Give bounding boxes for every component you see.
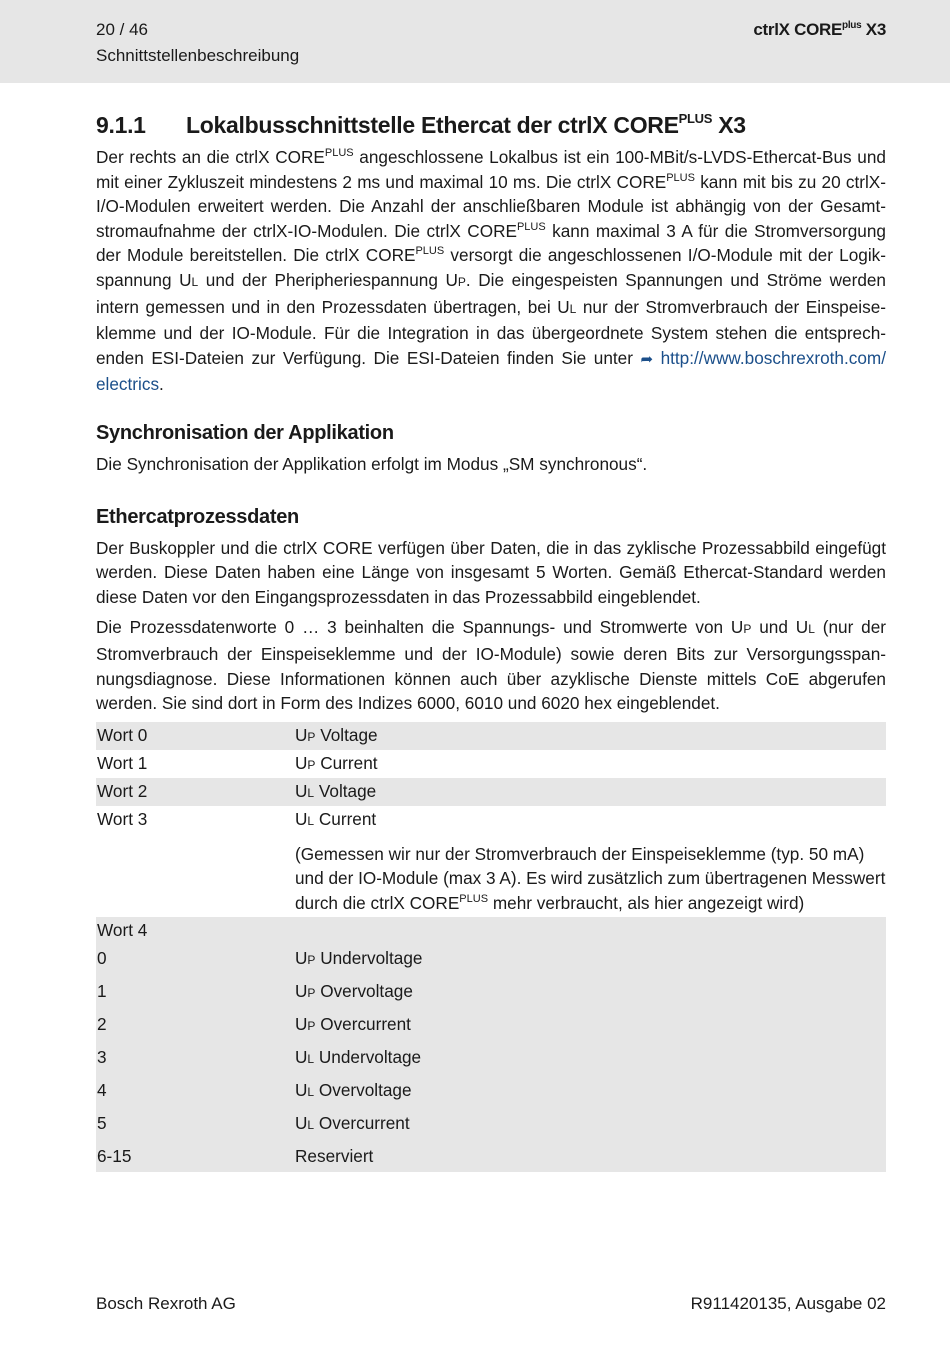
u-symbol: U bbox=[295, 752, 308, 773]
u-subscript: L bbox=[307, 785, 315, 800]
u-subscript: P bbox=[307, 757, 316, 772]
intro-text-1: Der rechts an die ctrlX CORE bbox=[96, 147, 325, 167]
table-row bbox=[96, 1141, 886, 1172]
section-title-sup: PLUS bbox=[678, 111, 713, 126]
value-cell bbox=[295, 943, 886, 976]
value-cell bbox=[295, 806, 886, 834]
bit-cell: 1 bbox=[96, 976, 295, 1009]
bit-cell: 2 bbox=[96, 1009, 295, 1042]
value-label: Undervoltage bbox=[315, 948, 423, 969]
product-name-sup: plus bbox=[842, 20, 862, 31]
u-symbol: U bbox=[295, 808, 308, 829]
table-row bbox=[96, 1042, 886, 1075]
empty-cell bbox=[295, 917, 886, 943]
ethercat-p2-text-b: und U bbox=[751, 617, 809, 638]
subscript-l: L bbox=[191, 274, 199, 289]
note-cell bbox=[295, 834, 886, 918]
section-title-suffix: X3 bbox=[712, 112, 746, 138]
plus-superscript: PLUS bbox=[666, 171, 695, 184]
intro-paragraph bbox=[96, 145, 886, 397]
subscript-l: L bbox=[808, 622, 815, 637]
plus-superscript: PLUS bbox=[516, 220, 546, 233]
u-symbol: U bbox=[295, 1080, 308, 1101]
bit-cell: 5 bbox=[96, 1108, 295, 1141]
table-row bbox=[96, 722, 886, 750]
external-link-arrow-icon: ➦ bbox=[640, 350, 654, 368]
u-symbol: U bbox=[295, 948, 308, 969]
intro-text-5: versorgt die angeschlossenen I/O-Module mit der Logikspannung U bbox=[96, 245, 886, 290]
footer-company: Bosch Rexroth AG bbox=[96, 1294, 236, 1313]
intro-text-8: nur der Stromverbrauch der Einspeiseklemme und der IO-Module. Für die Integration in das übergeordnete System stehen die entsprechenden ESI-Dateien zur Verfügung. Die ESI-Dateien finden Sie unter bbox=[96, 296, 886, 368]
bit-cell: 3 bbox=[96, 1042, 295, 1075]
u-subscript: L bbox=[307, 1118, 315, 1133]
u-subscript: L bbox=[307, 1052, 315, 1067]
table-row bbox=[96, 1075, 886, 1108]
table-row bbox=[96, 917, 886, 943]
u-subscript: P bbox=[307, 1019, 316, 1034]
u-subscript: P bbox=[307, 986, 316, 1001]
table-row bbox=[96, 976, 886, 1009]
value-label: Voltage bbox=[315, 724, 378, 745]
product-name-main: ctrlX CORE bbox=[753, 20, 843, 39]
value-cell: Reserviert bbox=[295, 1141, 886, 1172]
plus-superscript: PLUS bbox=[415, 245, 445, 258]
u-subscript: P bbox=[307, 729, 316, 744]
page-header bbox=[0, 0, 950, 83]
product-name-suffix: X3 bbox=[861, 20, 886, 39]
section-name: Schnittstellenbeschreibung bbox=[96, 46, 300, 65]
value-label: Overvoltage bbox=[314, 1080, 412, 1101]
intro-text-7: . Die eingespeisten Spannungen und Ströme werden intern gemessen und in den Prozessdaten übertragen, bei U bbox=[96, 269, 886, 317]
value-label: Overcurrent bbox=[314, 1113, 410, 1134]
esi-download-link[interactable]: http://www.boschrexroth.com/​electrics bbox=[96, 347, 887, 395]
empty-cell bbox=[96, 834, 295, 918]
u-symbol: U bbox=[295, 1047, 308, 1068]
u-subscript: P bbox=[307, 953, 316, 968]
word-cell: Wort 0 bbox=[96, 722, 295, 750]
sync-paragraph: Die Synchronisation der Applikation erfolgt im Modus „SM synchronous“. bbox=[96, 453, 648, 474]
word-cell: Wort 4 bbox=[96, 917, 295, 943]
value-cell bbox=[295, 1108, 886, 1141]
value-label: Overvoltage bbox=[315, 981, 413, 1002]
section-title-main: Lokalbusschnittstelle Ethercat der ctrlX CORE bbox=[186, 112, 679, 138]
intro-text-2: angeschlossene Lokalbus ist ein 100-MBit/s-LVDS-Ethercat-Bus und mit einer Zykluszeit mindestens 2 ms und maximal 10 ms. Die ctrlX CORE bbox=[96, 147, 886, 192]
table-row bbox=[96, 943, 886, 976]
u-symbol: U bbox=[295, 1014, 308, 1035]
intro-text-4: kann maximal 3 A für die Stromversorgung der Module bereitstellen. Die ctrlX CORE bbox=[96, 220, 886, 266]
u-symbol: U bbox=[295, 780, 308, 801]
table-row bbox=[96, 1009, 886, 1042]
u-symbol: U bbox=[295, 1113, 308, 1134]
page-number: 20 / 46 bbox=[96, 20, 148, 39]
product-name bbox=[753, 20, 886, 40]
table-row bbox=[96, 750, 886, 778]
footer-document-id: R911420135, Ausgabe 02 bbox=[690, 1294, 886, 1313]
value-label: Overcurrent bbox=[315, 1014, 411, 1035]
value-cell bbox=[295, 778, 886, 806]
u-subscript: L bbox=[307, 813, 315, 828]
value-cell bbox=[295, 722, 886, 750]
value-label: Undervoltage bbox=[314, 1047, 422, 1068]
table-note-row bbox=[96, 834, 886, 918]
value-label: Current bbox=[314, 808, 377, 829]
value-label: Voltage bbox=[314, 780, 377, 801]
section-number: 9.1.1 bbox=[96, 112, 146, 138]
value-cell bbox=[295, 1009, 886, 1042]
process-data-table bbox=[96, 722, 886, 1173]
bit-cell: 6-15 bbox=[96, 1141, 295, 1172]
u-symbol: U bbox=[295, 724, 308, 745]
page-content bbox=[96, 108, 886, 1172]
value-cell bbox=[295, 976, 886, 1009]
value-label: Current bbox=[315, 752, 378, 773]
sync-heading: Synchronisation der Applikation bbox=[96, 421, 394, 444]
u-symbol: U bbox=[295, 981, 308, 1002]
plus-superscript: PLUS bbox=[324, 147, 354, 159]
table-row bbox=[96, 778, 886, 806]
value-cell bbox=[295, 1075, 886, 1108]
subscript-p: P bbox=[743, 622, 752, 637]
ethercat-p2-text-c: (nur der Stromverbrauch der Einspeiseklemme und der IO-Module) sowie deren Bits zur Versorgungsspannungsdiagnose. Diese Informationen können auch über azyklische Dienste mittels CoE abgerufen werden. Sie sind dort in Form des Indizes 6000, 6010 und 6020 hex eingeblendet. bbox=[96, 617, 887, 714]
note-text-a: (Gemessen wir nur der Stromverbrauch der Einspeiseklemme (typ. 50 mA) und der IO-Module (max 3 A). Es wird zusätzlich zum übertragenen Messwert durch die ctrlX CORE bbox=[295, 843, 886, 913]
ethercat-paragraph-2 bbox=[96, 615, 886, 715]
ethercat-paragraph-1: Der Buskoppler und die ctrlX CORE verfügen über Daten, die in das zyklische Prozessabbild eingefügt werden. Diese Daten haben eine Länge von insgesamt 5 Worten. Gemäß Ethercat-Standard werden diese Daten vor den Eingangsprozessdaten in das Prozessabbild eingeblendet. bbox=[96, 537, 886, 607]
value-cell bbox=[295, 1042, 886, 1075]
bit-cell: 0 bbox=[96, 943, 295, 976]
u-subscript: L bbox=[307, 1085, 315, 1100]
word-cell: Wort 2 bbox=[96, 778, 295, 806]
ethercat-p2-text-a: Die Prozessdatenworte 0 … 3 beinhalten die Spannungs- und Stromwerte von U bbox=[96, 617, 744, 638]
ethercat-heading: Ethercatprozessdaten bbox=[96, 505, 299, 528]
subscript-l: L bbox=[569, 301, 577, 316]
intro-text-3: kann mit bis zu 20 ctrlX-I/O-Modulen erweitert werden. Die Anzahl der anschließbaren Module ist abhängig von der Gesamtstromaufnahme der ctrlX-IO-Modulen. Die ctrlX CORE bbox=[96, 171, 886, 241]
section-heading bbox=[96, 108, 886, 142]
table-row bbox=[96, 806, 886, 834]
intro-text-6: und der Pheripheriespannung U bbox=[198, 269, 458, 290]
subscript-p: P bbox=[457, 274, 466, 289]
word-cell: Wort 3 bbox=[97, 808, 148, 829]
table-row bbox=[96, 1108, 886, 1141]
note-text-b: mehr verbraucht, als hier angezeigt wird) bbox=[488, 892, 805, 913]
bit-cell: 4 bbox=[96, 1075, 295, 1108]
word-cell: Wort 1 bbox=[97, 752, 148, 773]
plus-superscript: PLUS bbox=[459, 892, 489, 905]
intro-text-9: . bbox=[159, 374, 164, 395]
value-cell bbox=[295, 750, 886, 778]
